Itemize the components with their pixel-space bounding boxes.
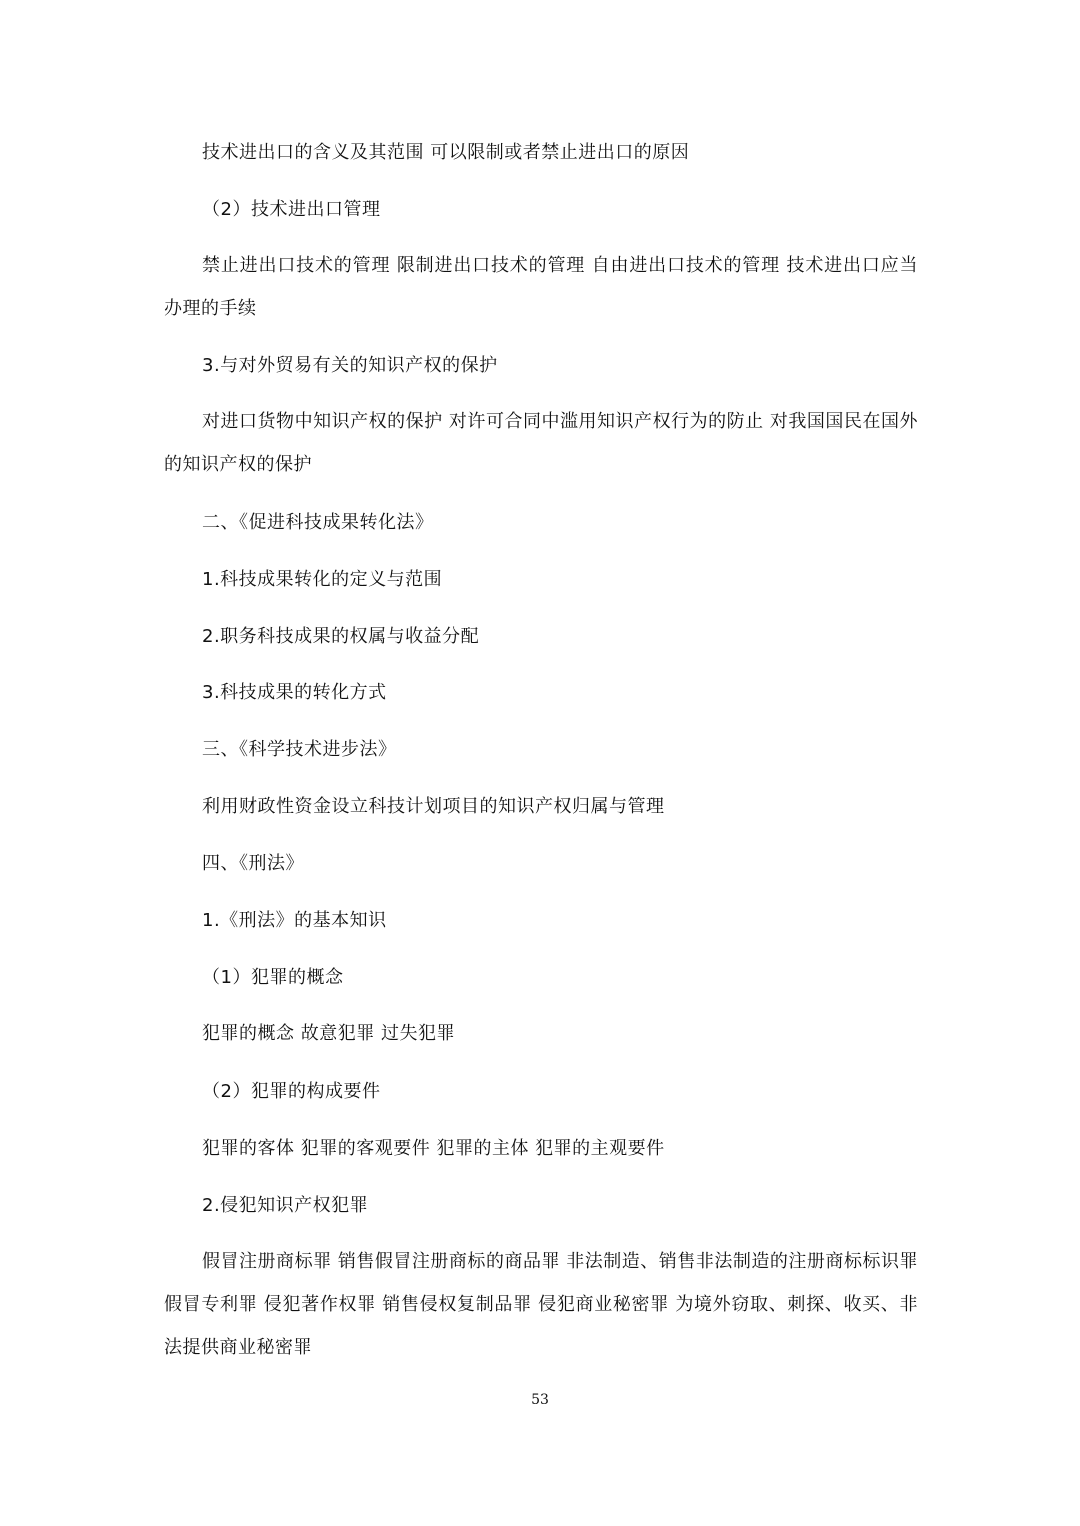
subheading: 1.科技成果转化的定义与范围: [202, 569, 443, 590]
subheading: 2.侵犯知识产权犯罪: [202, 1195, 369, 1216]
subheading: 2.职务科技成果的权属与收益分配: [202, 626, 480, 647]
subheading: （2）犯罪的构成要件: [202, 1081, 381, 1102]
text-line: 犯罪的概念 故意犯罪 过失犯罪: [202, 1023, 455, 1044]
subheading: 3.与对外贸易有关的知识产权的保护: [202, 355, 498, 376]
text-line: 技术进出口的含义及其范围 可以限制或者禁止进出口的原因: [202, 142, 690, 163]
subheading: （2）技术进出口管理: [202, 199, 381, 220]
subheading: 1.《刑法》的基本知识: [202, 910, 387, 931]
section-heading: 二、《促进科技成果转化法》: [202, 512, 434, 533]
paragraph: 假冒注册商标罪 销售假冒注册商标的商品罪 非法制造、销售非法制造的注册商标标识罪 假冒专利罪 侵犯著作权罪 销售侵权复制品罪 侵犯商业秘密罪 为境外窃取、刺探、收买、非法提供商业秘密罪: [164, 1251, 918, 1358]
page-number: 53: [531, 1392, 549, 1408]
paragraph: 禁止进出口技术的管理 限制进出口技术的管理 自由进出口技术的管理 技术进出口应当办理的手续: [164, 255, 918, 319]
subheading: 3.科技成果的转化方式: [202, 682, 387, 703]
subheading: （1）犯罪的概念: [202, 967, 344, 988]
text-line: 利用财政性资金设立科技计划项目的知识产权归属与管理: [202, 796, 665, 817]
section-heading: 四、《刑法》: [202, 853, 304, 874]
paragraph: 对进口货物中知识产权的保护 对许可合同中滥用知识产权行为的防止 对我国国民在国外的知识产权的保护: [164, 411, 918, 475]
text-line: 犯罪的客体 犯罪的客观要件 犯罪的主体 犯罪的主观要件: [202, 1138, 665, 1159]
section-heading: 三、《科学技术进步法》: [202, 739, 397, 760]
